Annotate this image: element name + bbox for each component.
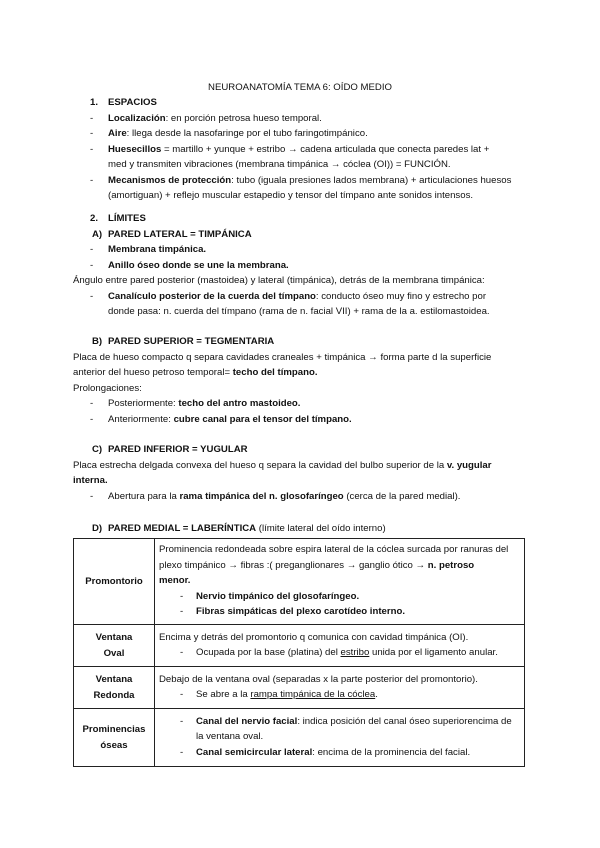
row-content: Debajo de la ventana oval (separadas x la parte posterior del promontorio). - Se abre a la rampa timpánica de la cóclea. [155,667,525,709]
bullet: - [90,128,94,139]
bullet: - [90,259,94,271]
table-row [74,539,525,625]
bullet: - [90,413,94,425]
subsection-letter: A) [92,228,103,240]
list-item: Canalículo posterior de la cuerda del tímpano: conducto óseo muy fino y estrecho por [108,290,487,302]
row-label: Prominencias óseas [74,709,155,767]
list-item: Huesecillos = martillo + yunque + estribo → cadena articulada que conecta paredes lat + [108,143,490,155]
list-item: Localización: en porción petrosa hueso temporal. [108,112,322,124]
bullet: - [90,490,94,502]
section-heading: LÍMITES [108,213,146,224]
paragraph: Placa estrecha delgada convexa del hueso q separa la cavidad del bulbo superior de la v. yugular [73,459,492,471]
subsection-heading: PARED MEDIAL = LABERÍNTICA (límite lateral del oído interno) [108,523,386,534]
list-item-continuation: donde pasa: n. cuerda del tímpano (rama de n. facial VII) + rama de la a. estilomastoidea. [108,306,490,317]
table-row [74,625,525,667]
section-limites [0,211,600,320]
section-heading: ESPACIOS [108,97,157,108]
row-label: Ventana Redonda [74,667,155,709]
bullet: - [90,290,94,302]
list-item: Mecanismos de protección: tubo (iguala presiones lados membrana) + articulaciones huesos [108,174,512,186]
row-label: Ventana Oval [74,625,155,667]
subsection-letter: B) [92,336,103,347]
list-item: Abertura para la rama timpánica del n. glosofaríngeo (cerca de la pared medial). [108,490,461,502]
list-item-continuation: (amortiguan) + reflejo muscular estapedio y tensor del tímpano ante sonidos intensos. [108,190,474,201]
list-item: Aire: llega desde la nasofaringe por el tubo faringotimpánico. [108,128,368,139]
bullet: - [90,143,94,155]
paragraph: Prolongaciones: [73,382,142,394]
subsection-letter: D) [92,523,103,534]
list-item-continuation: med y transmiten vibraciones (membrana timpánica → cóclea (OI)) = FUNCIÓN. [108,159,451,170]
subsection-heading: PARED INFERIOR = YUGULAR [108,444,248,455]
table-row [74,709,525,767]
row-content: - Canal del nervio facial: indica posición del canal óseo superiorencima de la ventana oval. - Canal semicircular lateral: encima de la prominencia del facial. [155,709,525,767]
paragraph: Placa de hueso compacto q separa cavidades craneales + timpánica → forma parte d la superficie [73,351,492,363]
row-content: Encima y detrás del promontorio q comunica con cavidad timpánica (OI). - Ocupada por la base (platina) del estribo unida por el ligamento anular. [155,625,525,667]
bullet: - [90,398,94,409]
list-item: Posteriormente: techo del antro mastoideo. [108,398,301,409]
paragraph: anterior del hueso petroso temporal= techo del tímpano. [73,367,318,378]
table-row [74,667,525,709]
section-espacios [0,95,600,204]
subsection-d [0,521,600,537]
page-title: NEUROANATOMÍA TEMA 6: OÍDO MEDIO [208,82,392,93]
section-number: 2. [90,213,99,224]
row-content: Prominencia redondeada sobre espira lateral de la cóclea surcada por ranuras del plexo timpánico → fibras :( preganglionares → ganglio ótico → n. petroso menor. - Nervio timpánico del glosofaríngeo. - Fibras simpáticas del plexo carotídeo interno. [155,539,525,625]
list-item: Membrana timpánica. [108,244,207,255]
bullet: - [90,174,94,186]
medial-wall-table [73,538,525,767]
subsection-b [0,334,600,427]
subsection-heading: PARED LATERAL = TIMPÁNICA [108,228,252,240]
list-item: Anteriormente: cubre canal para el tensor del tímpano. [108,413,352,425]
section-number: 1. [90,97,99,108]
paragraph: Ángulo entre pared posterior (mastoidea) y lateral (timpánica), detrás de la membrana timpánica: [73,275,485,286]
bullet: - [90,112,94,124]
subsection-letter: C) [92,444,103,455]
bullet: - [90,244,94,255]
paragraph: interna. [73,475,108,486]
subsection-c [0,442,600,504]
subsection-heading: PARED SUPERIOR = TEGMENTARIA [108,336,275,347]
list-item: Anillo óseo donde se une la membrana. [108,259,289,271]
row-label: Promontorio [74,539,155,625]
